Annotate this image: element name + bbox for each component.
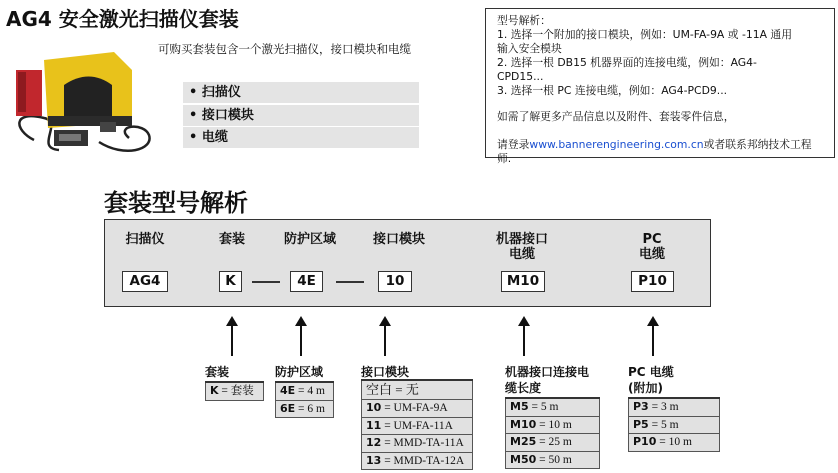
table-row: P10 = 10 m [628,434,720,452]
code-segment-kit: K [219,271,242,292]
arrow-up-icon [379,316,391,326]
kit-options-caption: 套装 [205,365,230,379]
section-title: 套装型号解析 [104,189,248,217]
code-segment-scanner: AG4 [122,271,168,292]
arrow-shaft [384,326,386,356]
pc-cable-options-caption: PC 电缆 (附加) [628,365,674,395]
arrow-up-icon [226,316,238,326]
model-code-box [104,219,711,307]
code-separator [252,281,280,283]
table-row: P3 = 3 m [628,399,720,417]
product-photo [4,30,164,158]
website-link[interactable]: www.bannerengineering.com.cn [529,138,704,151]
pc-cable-options-table [628,397,720,452]
code-segment-zone: 4E [290,271,323,292]
header-zone: 防护区域 [283,232,336,247]
arrow-shaft [523,326,525,356]
header-pc-cable: PC 电缆 [638,232,665,262]
note-step-1: 1. 选择一个附加的接口模块，例如：UM-FA-9A 或 -11A 通用 输入安全模块 [497,28,793,55]
header-machine-cable: 机器接口 电缆 [495,232,548,262]
table-row: M50 = 50 m [505,452,600,470]
header-scanner: 扫描仪 [125,232,165,247]
intro-text: 可购买套装包含一个激光扫描仪，接口模块和电缆 [158,42,411,56]
module-options-caption: 接口模块 [361,365,410,379]
table-row: K = 套装 [205,383,264,401]
kit-options-table [205,381,264,401]
table-row: 空白 = 无 [361,381,473,400]
zone-options-caption: 防护区域 [275,365,324,379]
list-item: • 电缆 [183,127,419,148]
note-contact-prefix: 请登录 [497,138,530,151]
arrow-shaft [300,326,302,356]
note-contact [497,124,824,166]
table-row: P5 = 5 m [628,417,720,435]
list-item: • 接口模块 [183,105,419,126]
code-separator [336,281,364,283]
code-segment-machine-cable: M10 [501,271,545,292]
machine-cable-options-table [505,397,600,469]
table-row: M25 = 25 m [505,434,600,452]
table-row: M10 = 10 m [505,417,600,435]
table-row: 10 = UM-FA-9A [361,400,473,418]
list-item: • 扫描仪 [183,82,419,103]
note-contact-line: 如需了解更多产品信息以及附件、套装零件信息， [497,110,735,123]
machine-cable-options-caption: 机器接口连接电 缆长度 [505,365,590,395]
arrow-up-icon [518,316,530,326]
header-module: 接口模块 [372,232,425,247]
table-row: 12 = MMD-TA-11A [361,435,473,453]
table-row: 13 = MMD-TA-12A [361,453,473,471]
arrow-up-icon [295,316,307,326]
code-segment-module: 10 [378,271,412,292]
model-number-note [485,8,835,165]
table-row: M5 = 5 m [505,399,600,417]
code-segment-pc-cable: P10 [631,271,674,292]
table-row: 4E = 4 m [275,383,334,401]
note-step-3: 3. 选择一根 PC 连接电缆，例如：AG4-PCD9... [497,84,728,97]
table-row: 6E = 6 m [275,401,334,419]
arrow-shaft [231,326,233,356]
module-options-table [361,379,473,470]
note-contact-suffix: 或者联系邦纳技术工程师. [497,138,812,165]
zone-options-table [275,381,334,418]
header-kit: 套装 [218,232,245,247]
kit-contents-list [183,82,419,150]
arrow-up-icon [647,316,659,326]
note-heading: 型号解析： [497,14,551,27]
note-step-2: 2. 选择一根 DB15 机器界面的连接电缆，例如：AG4- CPD15... [497,56,757,83]
table-row: 11 = UM-FA-11A [361,418,473,436]
arrow-shaft [652,326,654,356]
page-title: AG4 安全激光扫描仪套装 [6,7,239,31]
